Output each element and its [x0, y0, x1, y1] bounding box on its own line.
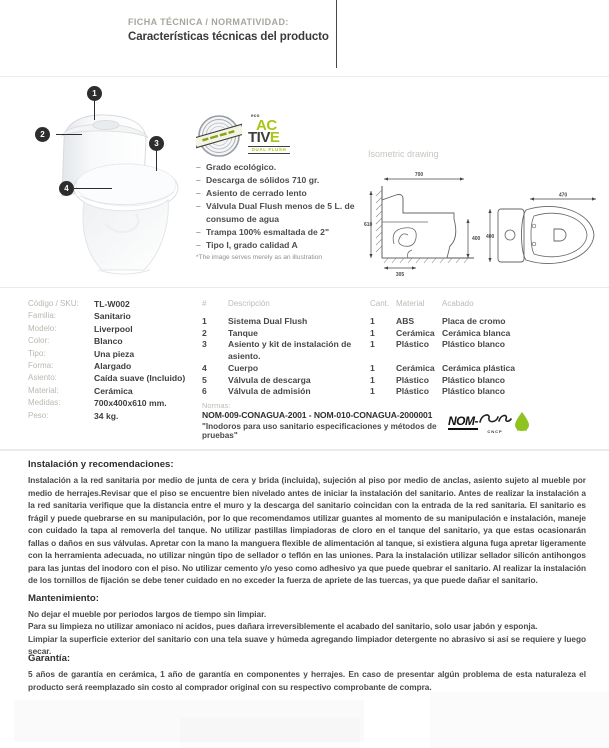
- spec-row: Forma: Alargado: [28, 361, 132, 372]
- maintenance-line: Para su limpieza no utilizar amoniaco ni acidos, pues dañara irreversiblemente el acabado del sanitario, solo usar jabón y esponja.: [28, 621, 538, 632]
- table-cell: Válvula de descarga: [228, 374, 311, 385]
- callout-1: 1: [87, 86, 102, 101]
- table-cell: Placa de cromo: [442, 316, 506, 326]
- feature-item: – Tipo I, grado calidad A: [196, 239, 368, 252]
- eco-water-drop-icon: [515, 412, 529, 436]
- svg-text:400: 400: [472, 236, 481, 242]
- cncp-label: CNCP: [487, 429, 503, 434]
- install-body: Instalación a la red sanitaria por medio de junta de cera y brida (incluida), sujeción al piso por medio de anclas, asiento sujeto al mueble por medio de herrajes.Revisar que el piso se encuentre bien nivelado antes de iniciar la instalación del sanitario. Antes de realizar la instalación a la red sanitaria verifique que la distancia entre el muro y la descarga del sanitario coincidan con la entrada de la red sanitaria. El sanitario es frágil y puede quebrarse en su manipulación, por lo que recomendamos utilizar guantes al momento de su manipulación e instalación, maneje con cuidado la tapa al removerla del tanque. No utilizar pastillas limpiadoras de cloro en el tanque del sanitario, ya que estas ocasionarán fallas o daños en sus válvulas. Apretar con la mano la manguera flexible de alimentación al tanque, si existiera alguna fuga apretar ligeramente con la herramienta adecuada, no utilizar ningún tipo de sellador o teflón en las uniones. Para la instalación utilizar sellador silicón antihongos para las juntas del inodoro con el piso. No utilizar cemento y/o yeso como adhesivo ya que puede quebrar el sanitario. Al realizar la instalación de los tornillos de fijación se debe tener cuidado en no exceder la fuerza de apriete de las tuercas, ya que puede dañar el sanitario.: [28, 475, 586, 585]
- table-cell: Cerámica: [396, 327, 435, 338]
- feature-item: – Descarga de sólidos 710 gr.: [196, 174, 368, 187]
- nom-logo: NOM-: [448, 414, 478, 428]
- feature-item: – Válvula Dual Flush menos de 5 L. de consumo de agua: [196, 200, 368, 226]
- maintenance-line: Limpiar la superficie exterior del sanitario con una tela suave y húmeda agregando limpiador detergente no abrasivo si así se requiere y luego secar.: [28, 633, 586, 656]
- table-cell: ABS: [396, 316, 415, 326]
- horizontal-rule: [0, 449, 609, 451]
- maintenance-heading: Mantenimiento:: [28, 593, 99, 604]
- doc-eyebrow: FICHA TÉCNICA / NORMATIVIDAD:: [128, 17, 289, 27]
- horizontal-rule: [0, 76, 609, 77]
- table-cell: 1: [202, 316, 207, 326]
- svg-text:470: 470: [558, 192, 568, 199]
- column-header: Material: [396, 299, 425, 308]
- side-view-drawing: [364, 166, 486, 280]
- table-cell: 4: [202, 362, 207, 373]
- toilet-illustration: [22, 84, 197, 284]
- svg-text:305: 305: [395, 272, 405, 278]
- watermark: [430, 692, 609, 748]
- maintenance-line: No dejar el mueble por periodos largos de tiempo sin limpiar.: [28, 609, 267, 619]
- cncp-signature-icon: [478, 412, 512, 426]
- callout-line-4: [74, 188, 112, 189]
- spec-row: Material: Cerámica: [28, 385, 133, 396]
- table-cell: 1: [370, 316, 375, 326]
- active-logo-bottom: TIVE: [248, 128, 280, 146]
- column-header: Acabado: [442, 299, 474, 308]
- feature-item: – Trampa 100% esmaltada de 2": [196, 226, 368, 239]
- top-view-drawing: [486, 190, 602, 280]
- table-cell: Cerámica blanca: [442, 327, 511, 338]
- product-figure: [22, 84, 197, 284]
- table-cell: 3: [202, 339, 207, 350]
- table-cell: 1: [370, 362, 375, 373]
- table-cell: 1: [370, 374, 375, 385]
- feature-item: – Asiento de cerrado lento: [196, 187, 368, 200]
- callout-2: 2: [35, 127, 50, 142]
- feature-list: [196, 161, 368, 252]
- spec-row: Tipo: Una pieza: [28, 348, 135, 359]
- table-cell: 1: [370, 327, 375, 338]
- table-cell: Cuerpo: [228, 362, 259, 373]
- page-title: Características técnicas del producto: [128, 31, 329, 43]
- table-cell: Plástico blanco: [442, 374, 506, 385]
- normas-codes: NOM-009-CONAGUA-2001 - NOM-010-CONAGUA-2000001: [202, 410, 433, 420]
- active-dual-flush-logo: [248, 114, 290, 160]
- svg-text:400: 400: [486, 234, 495, 240]
- callout-line-1: [94, 100, 95, 120]
- callout-4: 4: [59, 181, 74, 196]
- spec-row: Familia: Sanitario: [28, 311, 131, 322]
- spec-row: Asiento: Caída suave (Incluido): [28, 373, 186, 384]
- table-cell: Plástico: [396, 386, 429, 397]
- spec-list: [28, 298, 198, 422]
- table-cell: 6: [202, 386, 207, 397]
- spec-row: Modelo: Liverpool: [28, 323, 133, 334]
- horizontal-rule: [0, 287, 609, 288]
- table-cell: Plástico blanco: [442, 339, 506, 350]
- spec-row: Código / SKU: TL-W002: [28, 299, 130, 309]
- spec-row: Color: Blanco: [28, 336, 123, 347]
- active-logo-top: AC: [256, 116, 277, 134]
- isometric-title: Isometric drawing: [368, 149, 439, 159]
- table-cell: 2: [202, 327, 207, 338]
- table-cell: 5: [202, 374, 207, 385]
- install-heading: Instalación y recomendaciones:: [28, 459, 174, 470]
- column-header: Cant.: [370, 299, 390, 308]
- table-cell: Asiento y kit de instalación de asiento.: [228, 339, 352, 362]
- warranty-stamp-icon: [196, 113, 242, 159]
- warranty-body: 5 años de garantía en cerámica, 1 año de garantía en componentes y herrajes. En caso de presentar algún problema de esta naturaleza el producto será reemplazado sin costo al comprador original con su respectivo comprobante de compra.: [28, 669, 586, 692]
- callout-line-3: [156, 151, 157, 171]
- svg-text:700: 700: [414, 172, 424, 178]
- parts-table: [202, 298, 582, 398]
- header-divider: [336, 0, 337, 68]
- column-header: #: [202, 299, 207, 308]
- normas-quote: "Inodoros para uso sanitario especificaciones y métodos de pruebas": [202, 422, 437, 440]
- callout-3: 3: [149, 136, 164, 151]
- spec-row: Medidas: 700x400x610 mm.: [28, 398, 167, 409]
- feature-item: – Grado ecológico.: [196, 161, 368, 174]
- maintenance-body: [28, 608, 586, 657]
- table-cell: 1: [370, 339, 375, 350]
- table-cell: 1: [370, 386, 375, 397]
- watermark: [180, 718, 360, 748]
- active-logo-eco-label: eco: [251, 113, 260, 118]
- table-cell: Sistema Dual Flush: [228, 316, 308, 326]
- table-cell: Tanque: [228, 327, 258, 338]
- table-cell: Plástico: [396, 374, 429, 385]
- warranty-heading: Garantía:: [28, 653, 71, 664]
- table-cell: Plástico blanco: [442, 386, 506, 397]
- spec-row: Peso: 34 kg.: [28, 410, 119, 421]
- image-disclaimer: *The image serves merely as an illustration: [196, 254, 323, 261]
- table-cell: Cerámica plástica: [442, 362, 516, 373]
- svg-text:610: 610: [364, 222, 373, 228]
- callout-line-2: [56, 134, 82, 135]
- dual-flush-label: DUAL FLUSH: [248, 146, 290, 155]
- table-cell: Plástico: [396, 339, 429, 350]
- table-cell: Cerámica: [396, 362, 435, 373]
- table-cell: Válvula de admisión: [228, 386, 311, 397]
- column-header: Descripción: [228, 299, 270, 308]
- normas-label: Normas:: [202, 401, 231, 410]
- cncp-logo: [478, 412, 512, 434]
